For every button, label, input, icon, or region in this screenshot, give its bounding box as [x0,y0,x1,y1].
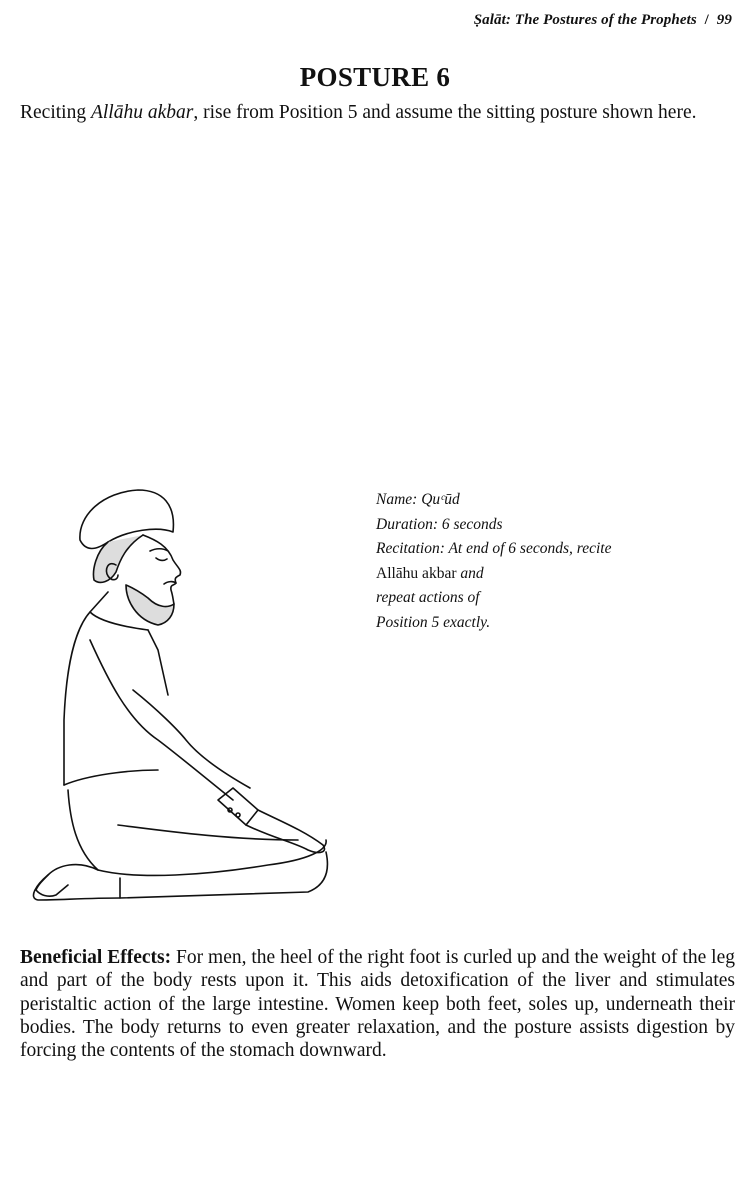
running-head-separator: / [704,12,709,28]
kneeling-figure-illustration [8,480,343,910]
page-title: POSTURE 6 [299,62,451,92]
page-number: 99 [716,12,732,28]
beneficial-effects-text: For men, the heel of the right foot is curled up and the weight of the leg and part of the body rests upon it. This aids detoxification of the liver and stimulates peristaltic action of the large intestine. Women keep both feet, soles up, underneath their bodies. The body returns to even greater relaxation, and the posture assists digestion by forcing the contents of the stomach downward. [20,947,735,1062]
caption-repeat: repeat actions of [376,589,480,606]
intro-paragraph [20,102,735,124]
caption-duration: Duration: 6 seconds [376,515,503,533]
intro-italic-phrase: Allāhu akbar [90,102,194,123]
intro-text-before: Reciting [20,102,91,123]
caption-recitation-phrase: Allāhu akbar [376,564,457,582]
caption-recitation-phrase-line [376,562,736,587]
beneficial-effects-label: Beneficial Effects: [20,947,172,968]
caption-recitation-and: and [456,564,484,582]
posture-caption [376,488,736,635]
running-head-title: Ṣalāt: The Postures of the Prophets [473,12,697,28]
caption-name: Name: Quᶜūd [376,491,460,508]
caption-recitation: Recitation: At end of 6 seconds, recite [376,540,612,557]
intro-text-after: , rise from Position 5 and assume the sitting posture shown here. [193,102,697,123]
beneficial-effects-paragraph [20,946,735,1062]
running-head [474,12,732,29]
caption-position: Position 5 exactly. [376,613,491,631]
